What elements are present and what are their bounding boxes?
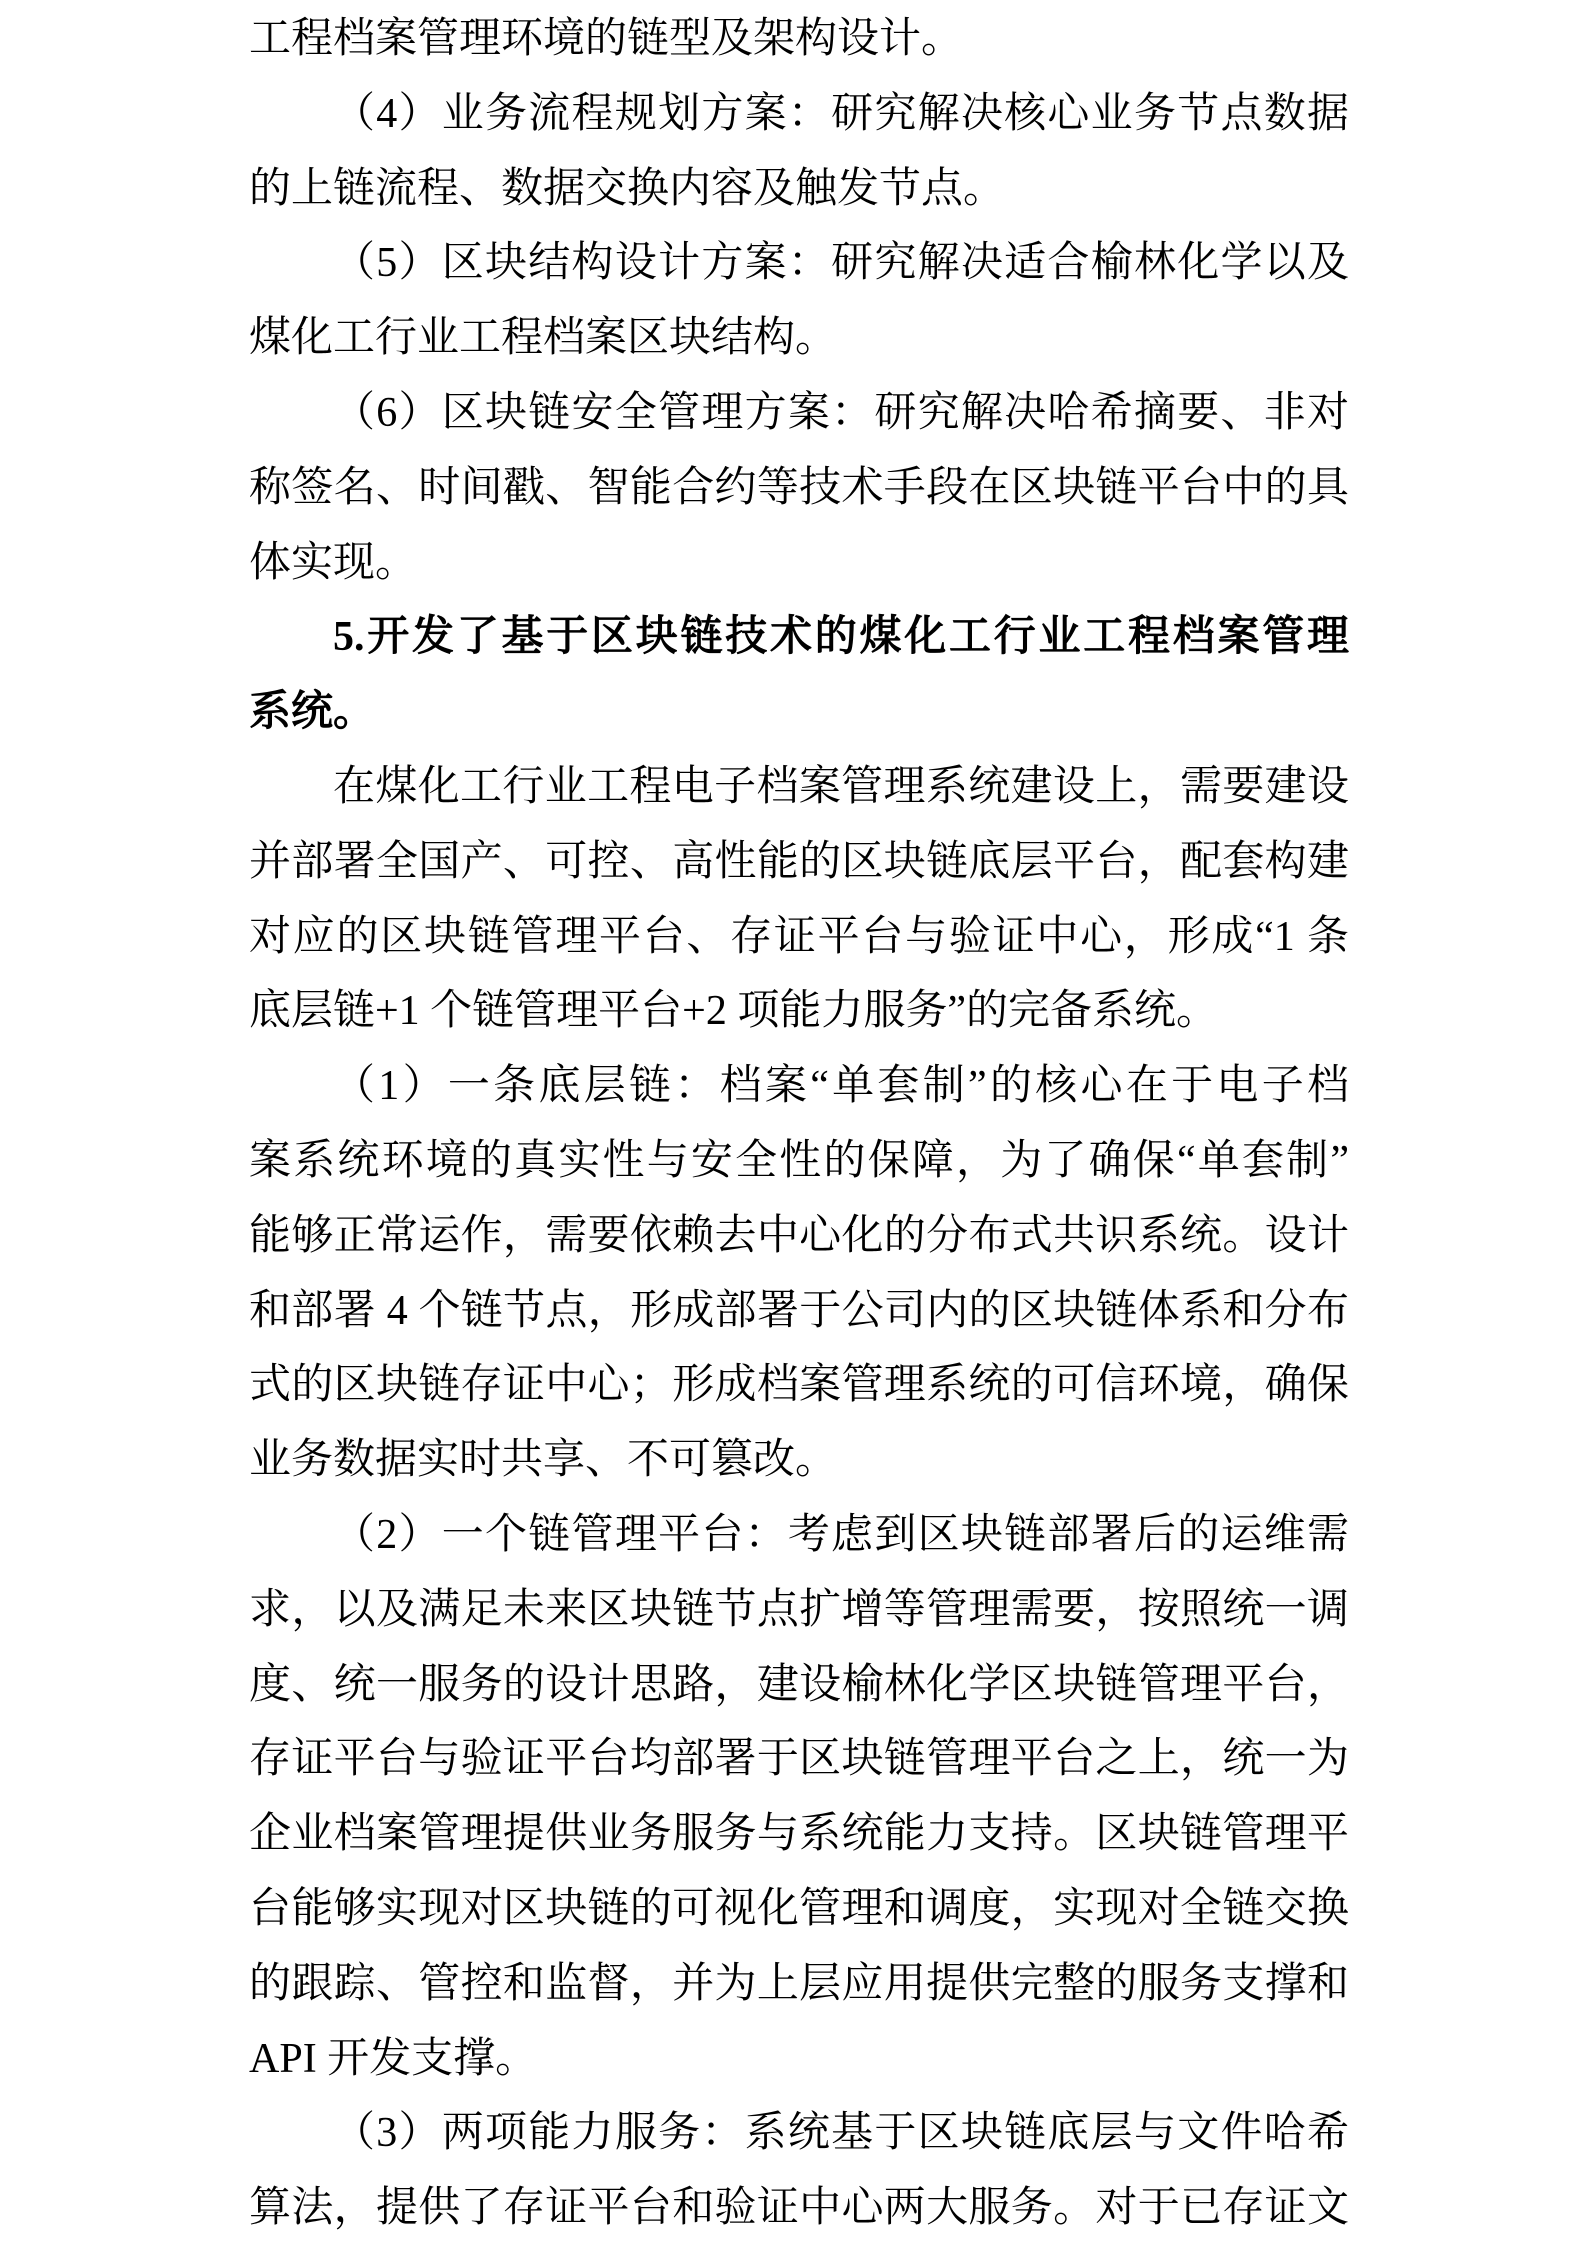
text-line: 和部署 4 个链节点，形成部署于公司内的区块链体系和分布 xyxy=(249,1287,1349,1334)
text-line: （4）业务流程规划方案：研究解决核心业务节点数据 xyxy=(333,90,1349,137)
paragraph xyxy=(249,600,1349,750)
text-line: （2）一个链管理平台：考虑到区块链部署后的运维需 xyxy=(333,1511,1349,1558)
paragraph xyxy=(249,1498,1349,2096)
paragraph xyxy=(249,2096,1349,2245)
text-line: 的上链流程、数据交换内容及触发节点。 xyxy=(249,165,1006,212)
text-line: 并部署全国产、可控、高性能的区块链底层平台，配套构建 xyxy=(249,838,1349,885)
text-line: （3）两项能力服务：系统基于区块链底层与文件哈希 xyxy=(333,2110,1349,2157)
text-line: 称签名、时间戳、智能合约等技术手段在区块链平台中的具 xyxy=(249,464,1349,511)
text-line: 底层链+1 个链管理平台+2 项能力服务”的完备系统。 xyxy=(249,988,1219,1035)
text-line: 案系统环境的真实性与安全性的保障，为了确保“单套制” xyxy=(249,1137,1349,1184)
text-line: 式的区块链存证中心；形成档案管理系统的可信环境，确保 xyxy=(249,1362,1349,1409)
text-line: （6）区块链安全管理方案：研究解决哈希摘要、非对 xyxy=(333,389,1349,436)
paragraph xyxy=(249,2,1349,77)
text-line: 算法，提供了存证平台和验证中心两大服务。对于已存证文 xyxy=(249,2185,1349,2232)
text-line: 能够正常运作，需要依赖去中心化的分布式共识系统。设计 xyxy=(249,1212,1349,1259)
document-text xyxy=(249,2,1349,2245)
text-line: 5.开发了基于区块链技术的煤化工行业工程档案管理 xyxy=(333,614,1349,661)
text-line: 工程档案管理环境的链型及架构设计。 xyxy=(249,16,964,62)
text-line: 的跟踪、管控和监督，并为上层应用提供完整的服务支撑和 xyxy=(249,1960,1349,2007)
paragraph xyxy=(249,376,1349,600)
text-line: 对应的区块链管理平台、存证平台与验证中心，形成“1 条 xyxy=(249,913,1349,960)
paragraph xyxy=(249,1049,1349,1498)
text-line: 度、统一服务的设计思路，建设榆林化学区块链管理平台， xyxy=(249,1661,1349,1708)
text-line: 台能够实现对区块链的可视化管理和调度，实现对全链交换 xyxy=(249,1885,1349,1932)
text-line: （5）区块结构设计方案：研究解决适合榆林化学以及 xyxy=(333,240,1349,287)
text-line: 在煤化工行业工程电子档案管理系统建设上，需要建设 xyxy=(333,763,1349,810)
text-line: API 开发支撑。 xyxy=(249,2035,538,2082)
paragraph xyxy=(249,226,1349,376)
text-line: 求，以及满足未来区块链节点扩增等管理需要，按照统一调 xyxy=(249,1586,1349,1633)
text-line: 存证平台与验证平台均部署于区块链管理平台之上，统一为 xyxy=(249,1736,1349,1783)
text-line: 体实现。 xyxy=(249,539,418,586)
paragraph xyxy=(249,77,1349,227)
text-line: 企业档案管理提供业务服务与系统能力支持。区块链管理平 xyxy=(249,1811,1349,1858)
text-line: 煤化工行业工程档案区块结构。 xyxy=(249,315,838,362)
paragraph xyxy=(249,750,1349,1049)
text-line: 业务数据实时共享、不可篡改。 xyxy=(249,1437,838,1484)
text-line: 系统。 xyxy=(249,689,376,736)
text-line: （1）一条底层链：档案“单套制”的核心在于电子档 xyxy=(333,1063,1349,1110)
